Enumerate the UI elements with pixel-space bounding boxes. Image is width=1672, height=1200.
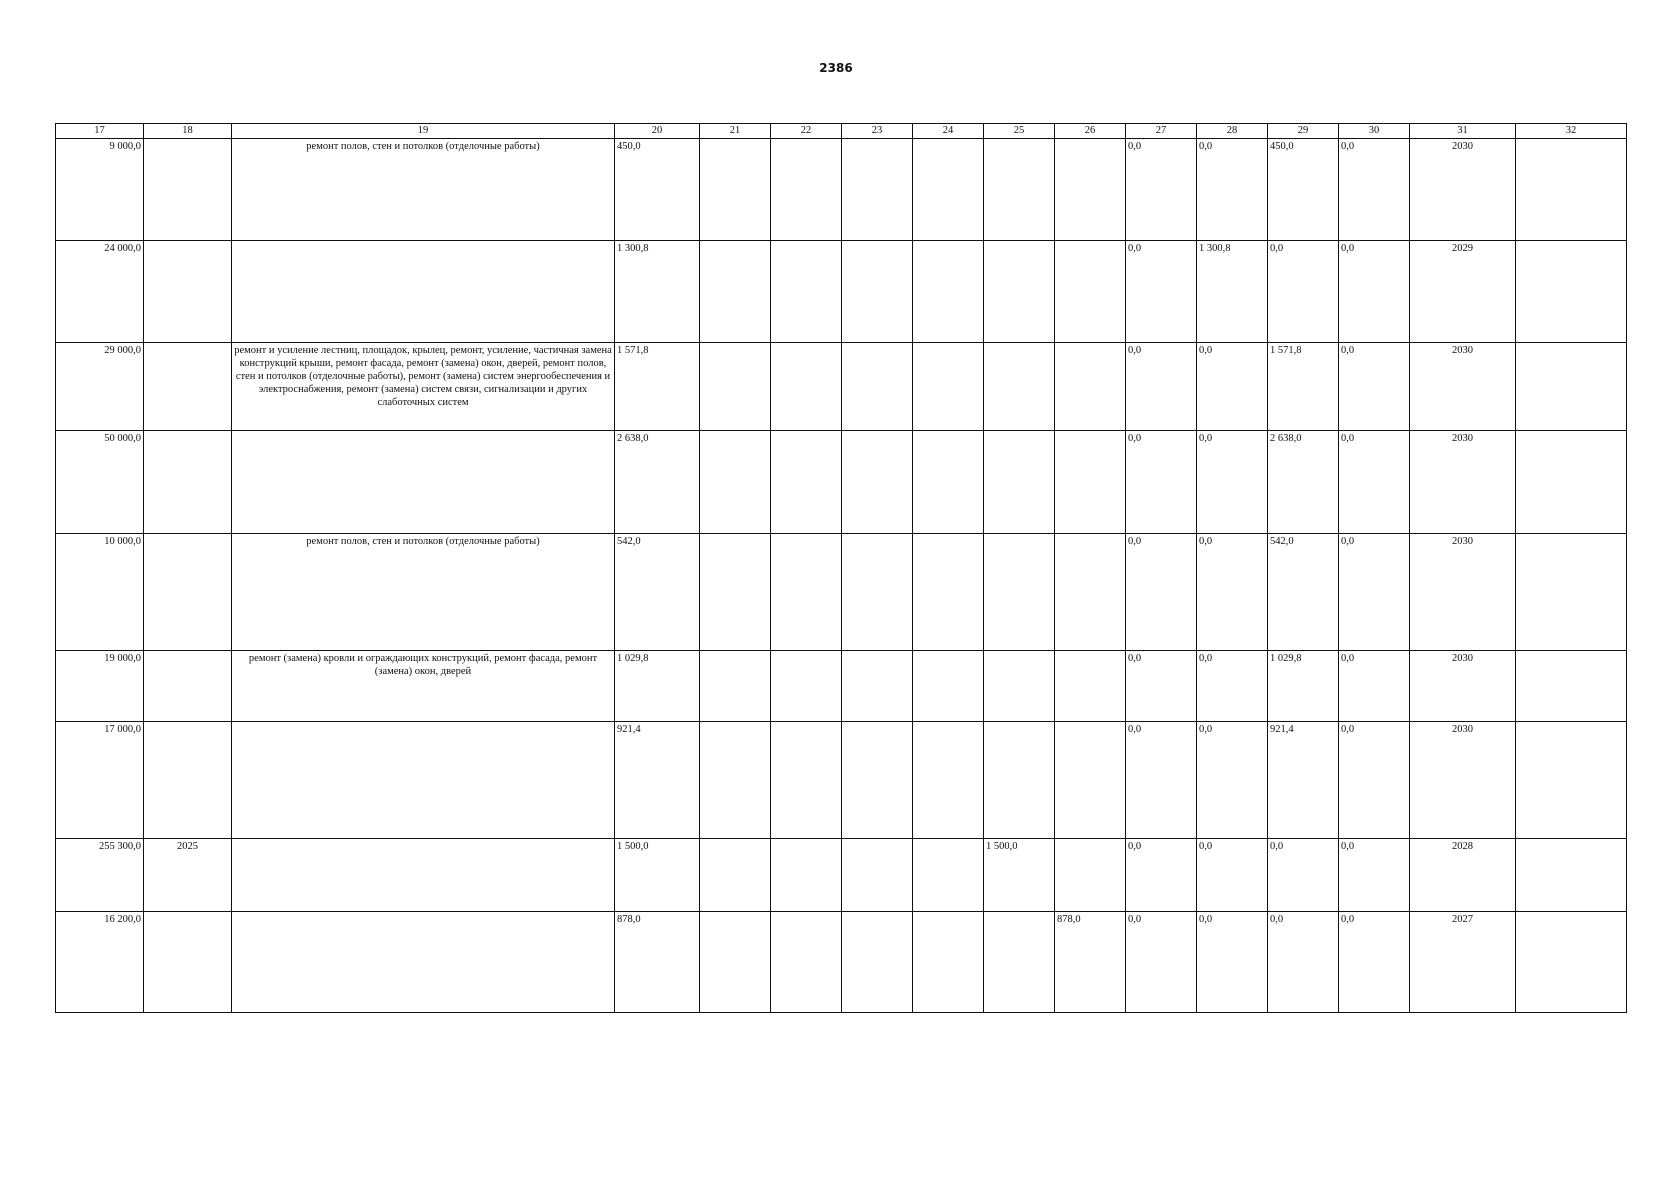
cell-col-26 — [1055, 722, 1126, 839]
cell-col-17: 29 000,0 — [56, 343, 144, 431]
cell-col-24 — [913, 651, 984, 722]
cell-col-26 — [1055, 241, 1126, 343]
cell-col-26 — [1055, 534, 1126, 651]
cell-col-24 — [913, 431, 984, 534]
cell-col-27: 0,0 — [1126, 534, 1197, 651]
cell-col-32 — [1516, 912, 1627, 1013]
table-body — [56, 139, 1627, 1013]
cell-col-19 — [232, 431, 615, 534]
column-header-32: 32 — [1516, 124, 1627, 139]
cell-col-29: 1 571,8 — [1268, 343, 1339, 431]
table-row — [56, 431, 1627, 534]
cell-col-30: 0,0 — [1339, 139, 1410, 241]
cell-col-18 — [144, 241, 232, 343]
cell-col-20: 1 029,8 — [615, 651, 700, 722]
cell-col-17: 10 000,0 — [56, 534, 144, 651]
cell-col-28: 0,0 — [1197, 343, 1268, 431]
cell-col-25 — [984, 139, 1055, 241]
column-header-18: 18 — [144, 124, 232, 139]
cell-col-27: 0,0 — [1126, 839, 1197, 912]
cell-col-18 — [144, 912, 232, 1013]
table-row — [56, 139, 1627, 241]
cell-col-32 — [1516, 139, 1627, 241]
cell-col-31: 2030 — [1410, 139, 1516, 241]
cell-col-25 — [984, 651, 1055, 722]
cell-col-23 — [842, 241, 913, 343]
cell-col-18 — [144, 431, 232, 534]
cell-col-21 — [700, 722, 771, 839]
cell-col-31: 2027 — [1410, 912, 1516, 1013]
cell-col-17: 16 200,0 — [56, 912, 144, 1013]
cell-col-21 — [700, 139, 771, 241]
cell-col-32 — [1516, 651, 1627, 722]
column-header-31: 31 — [1410, 124, 1516, 139]
cell-col-30: 0,0 — [1339, 431, 1410, 534]
cell-col-28: 1 300,8 — [1197, 241, 1268, 343]
cell-col-23 — [842, 839, 913, 912]
cell-col-18 — [144, 534, 232, 651]
cell-col-31: 2030 — [1410, 651, 1516, 722]
cell-col-25 — [984, 343, 1055, 431]
cell-col-20: 1 500,0 — [615, 839, 700, 912]
cell-col-22 — [771, 912, 842, 1013]
cell-col-25 — [984, 534, 1055, 651]
cell-col-29: 1 029,8 — [1268, 651, 1339, 722]
cell-col-18 — [144, 343, 232, 431]
cell-col-21 — [700, 534, 771, 651]
cell-col-28: 0,0 — [1197, 839, 1268, 912]
cell-col-19 — [232, 722, 615, 839]
cell-col-23 — [842, 343, 913, 431]
cell-col-20: 878,0 — [615, 912, 700, 1013]
cell-col-22 — [771, 651, 842, 722]
cell-col-24 — [913, 722, 984, 839]
cell-col-25 — [984, 722, 1055, 839]
cell-col-19: ремонт полов, стен и потолков (отделочные работы) — [232, 534, 615, 651]
column-header-17: 17 — [56, 124, 144, 139]
cell-col-24 — [913, 912, 984, 1013]
cell-col-20: 921,4 — [615, 722, 700, 839]
cell-col-19 — [232, 839, 615, 912]
cell-col-29: 0,0 — [1268, 241, 1339, 343]
cell-col-18 — [144, 651, 232, 722]
column-header-30: 30 — [1339, 124, 1410, 139]
cell-col-18 — [144, 722, 232, 839]
cell-col-24 — [913, 839, 984, 912]
table-row — [56, 839, 1627, 912]
table-row — [56, 722, 1627, 839]
column-header-23: 23 — [842, 124, 913, 139]
cell-col-25: 1 500,0 — [984, 839, 1055, 912]
page-number: 2386 — [819, 61, 853, 75]
column-header-29: 29 — [1268, 124, 1339, 139]
cell-col-17: 255 300,0 — [56, 839, 144, 912]
cell-col-31: 2028 — [1410, 839, 1516, 912]
cell-col-25 — [984, 912, 1055, 1013]
cell-col-30: 0,0 — [1339, 839, 1410, 912]
column-header-27: 27 — [1126, 124, 1197, 139]
cell-col-30: 0,0 — [1339, 241, 1410, 343]
cell-col-26 — [1055, 139, 1126, 241]
cell-col-23 — [842, 912, 913, 1013]
cell-col-26 — [1055, 839, 1126, 912]
cell-col-28: 0,0 — [1197, 139, 1268, 241]
cell-col-32 — [1516, 241, 1627, 343]
cell-col-27: 0,0 — [1126, 343, 1197, 431]
cell-col-27: 0,0 — [1126, 651, 1197, 722]
cell-col-22 — [771, 534, 842, 651]
cell-col-27: 0,0 — [1126, 722, 1197, 839]
cell-col-26 — [1055, 651, 1126, 722]
cell-col-23 — [842, 651, 913, 722]
cell-col-29: 450,0 — [1268, 139, 1339, 241]
cell-col-27: 0,0 — [1126, 139, 1197, 241]
column-header-28: 28 — [1197, 124, 1268, 139]
cell-col-28: 0,0 — [1197, 912, 1268, 1013]
cell-col-30: 0,0 — [1339, 722, 1410, 839]
cell-col-26 — [1055, 343, 1126, 431]
cell-col-31: 2030 — [1410, 722, 1516, 839]
cell-col-22 — [771, 722, 842, 839]
cell-col-27: 0,0 — [1126, 431, 1197, 534]
cell-col-30: 0,0 — [1339, 534, 1410, 651]
cell-col-20: 1 571,8 — [615, 343, 700, 431]
cell-col-29: 921,4 — [1268, 722, 1339, 839]
cell-col-32 — [1516, 431, 1627, 534]
cell-col-17: 50 000,0 — [56, 431, 144, 534]
cell-col-31: 2029 — [1410, 241, 1516, 343]
cell-col-25 — [984, 431, 1055, 534]
cell-col-30: 0,0 — [1339, 912, 1410, 1013]
cell-col-26 — [1055, 431, 1126, 534]
cell-col-28: 0,0 — [1197, 651, 1268, 722]
cell-col-24 — [913, 343, 984, 431]
cell-col-21 — [700, 839, 771, 912]
column-header-21: 21 — [700, 124, 771, 139]
cell-col-24 — [913, 139, 984, 241]
cell-col-29: 2 638,0 — [1268, 431, 1339, 534]
table-row — [56, 651, 1627, 722]
cell-col-30: 0,0 — [1339, 651, 1410, 722]
cell-col-23 — [842, 431, 913, 534]
cell-col-23 — [842, 139, 913, 241]
column-header-25: 25 — [984, 124, 1055, 139]
cell-col-17: 24 000,0 — [56, 241, 144, 343]
column-header-22: 22 — [771, 124, 842, 139]
cell-col-25 — [984, 241, 1055, 343]
cell-col-18: 2025 — [144, 839, 232, 912]
cell-col-24 — [913, 534, 984, 651]
cell-col-21 — [700, 431, 771, 534]
cell-col-31: 2030 — [1410, 534, 1516, 651]
cell-col-24 — [913, 241, 984, 343]
data-table — [55, 123, 1627, 1013]
table-row — [56, 241, 1627, 343]
cell-col-31: 2030 — [1410, 343, 1516, 431]
column-header-26: 26 — [1055, 124, 1126, 139]
cell-col-19 — [232, 241, 615, 343]
cell-col-21 — [700, 241, 771, 343]
cell-col-22 — [771, 839, 842, 912]
cell-col-19: ремонт (замена) кровли и ограждающих конструкций, ремонт фасада, ремонт (замена) окон, дверей — [232, 651, 615, 722]
cell-col-27: 0,0 — [1126, 912, 1197, 1013]
cell-col-17: 9 000,0 — [56, 139, 144, 241]
cell-col-29: 0,0 — [1268, 839, 1339, 912]
column-header-24: 24 — [913, 124, 984, 139]
cell-col-21 — [700, 343, 771, 431]
cell-col-28: 0,0 — [1197, 534, 1268, 651]
table-row — [56, 343, 1627, 431]
cell-col-22 — [771, 139, 842, 241]
cell-col-19 — [232, 912, 615, 1013]
cell-col-32 — [1516, 343, 1627, 431]
cell-col-20: 2 638,0 — [615, 431, 700, 534]
cell-col-20: 542,0 — [615, 534, 700, 651]
cell-col-28: 0,0 — [1197, 431, 1268, 534]
cell-col-19: ремонт и усиление лестниц, площадок, крылец, ремонт, усиление, частичная замена конструкций крыши, ремонт фасада, ремонт (замена) окон, дверей, ремонт полов, стен и потолков (отделочные работы), ремонт (замена) систем энергообеспечения и электроснабжения, ремонт (замена) систем связи, сигнализации и других слаботочных систем — [232, 343, 615, 431]
cell-col-17: 19 000,0 — [56, 651, 144, 722]
cell-col-17: 17 000,0 — [56, 722, 144, 839]
cell-col-28: 0,0 — [1197, 722, 1268, 839]
cell-col-20: 1 300,8 — [615, 241, 700, 343]
table-row — [56, 912, 1627, 1013]
cell-col-30: 0,0 — [1339, 343, 1410, 431]
cell-col-27: 0,0 — [1126, 241, 1197, 343]
cell-col-32 — [1516, 839, 1627, 912]
table-row — [56, 534, 1627, 651]
column-header-20: 20 — [615, 124, 700, 139]
cell-col-21 — [700, 651, 771, 722]
cell-col-26: 878,0 — [1055, 912, 1126, 1013]
cell-col-23 — [842, 534, 913, 651]
cell-col-29: 0,0 — [1268, 912, 1339, 1013]
cell-col-19: ремонт полов, стен и потолков (отделочные работы) — [232, 139, 615, 241]
cell-col-31: 2030 — [1410, 431, 1516, 534]
header-row — [56, 124, 1627, 139]
cell-col-20: 450,0 — [615, 139, 700, 241]
cell-col-22 — [771, 343, 842, 431]
cell-col-21 — [700, 912, 771, 1013]
cell-col-23 — [842, 722, 913, 839]
cell-col-32 — [1516, 534, 1627, 651]
column-header-19: 19 — [232, 124, 615, 139]
cell-col-22 — [771, 241, 842, 343]
cell-col-22 — [771, 431, 842, 534]
cell-col-32 — [1516, 722, 1627, 839]
cell-col-29: 542,0 — [1268, 534, 1339, 651]
cell-col-18 — [144, 139, 232, 241]
